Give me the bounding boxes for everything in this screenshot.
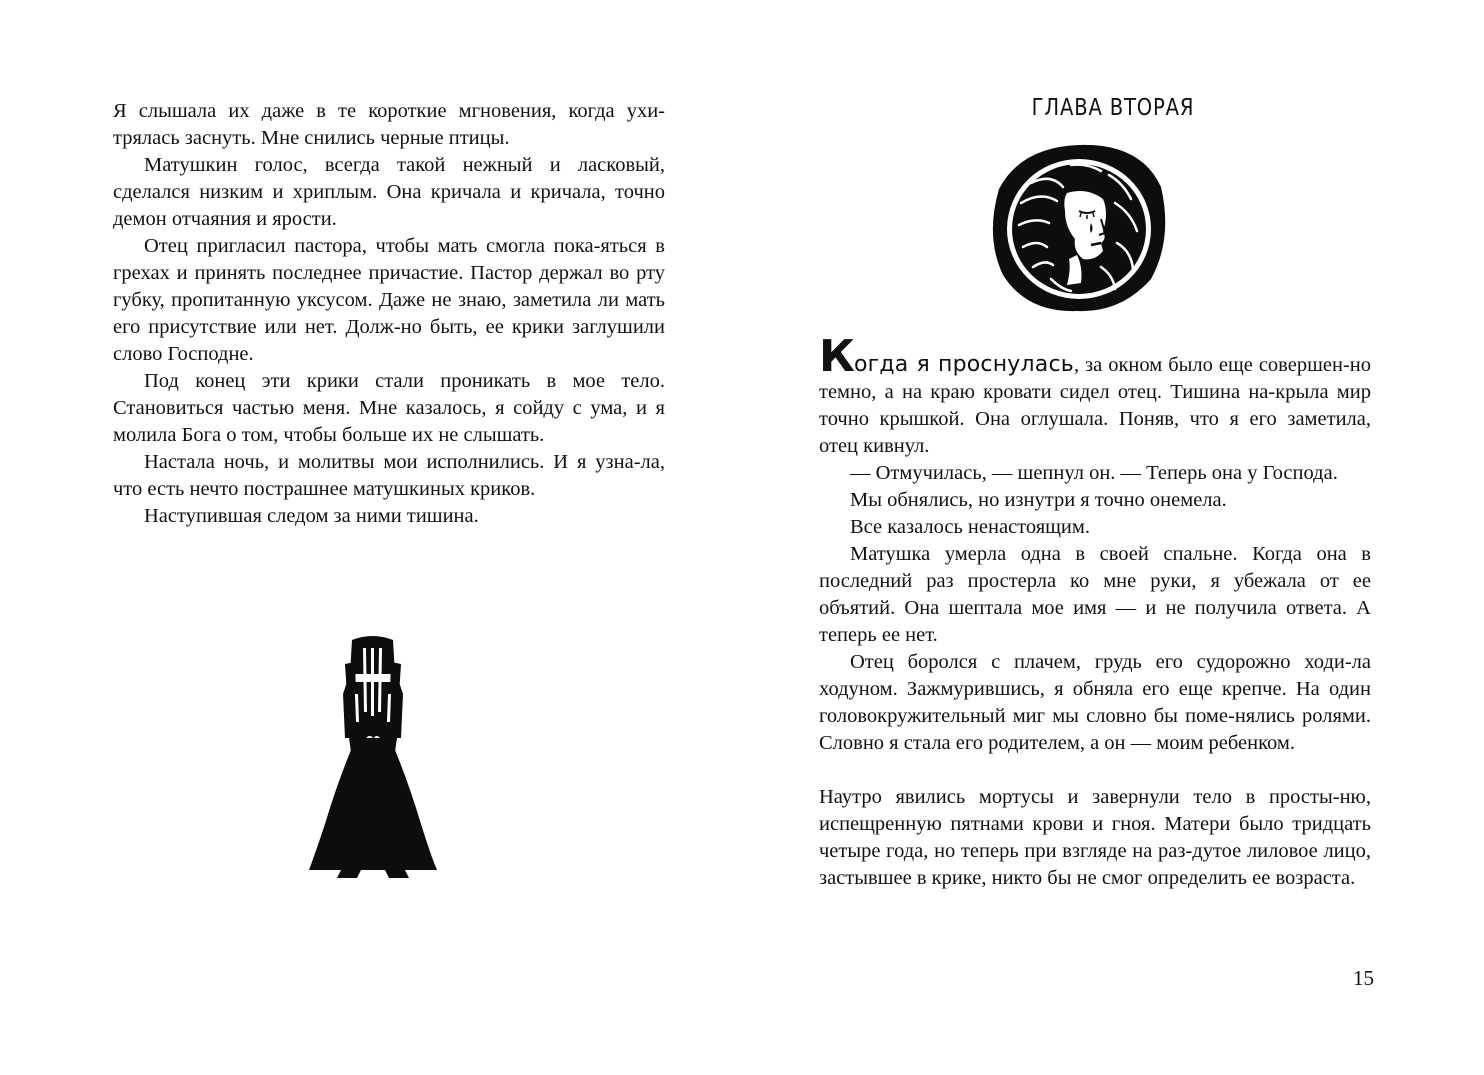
- mourning-woman-silhouette-icon: [305, 634, 441, 880]
- paragraph: Настала ночь, и молитвы мои исполнились. И я узна-ла, что есть нечто пострашнее матушкиных криков.: [113, 451, 665, 500]
- opening-paragraph-rest: , за окном было еще совершен-но темно, а на краю кровати сидел отец. Тишина на-крыла мир точно крышкой. Она оглушала. Поняв, что я его заметила, отец кивнул.: [819, 354, 1371, 457]
- paragraph: Под конец эти крики стали проникать в мое тело. Становиться частью меня. Мне казалось, я сойду с ума, и я молила Бога о том, чтобы больше их не слышать.: [113, 370, 665, 446]
- paragraph: Я слышала их даже в те короткие мгновения, когда ухи-трялась заснуть. Мне снились черные птицы.: [113, 100, 665, 149]
- woman-face-medallion-icon: [991, 143, 1167, 313]
- page-number: 15: [1353, 966, 1374, 990]
- paragraph: Наступившая следом за ними тишина.: [144, 505, 479, 527]
- paragraph: Все казалось ненастоящим.: [850, 516, 1091, 538]
- section-paragraph: Наутро явились мортусы и завернули тело в просты-ню, испещренную пятнами крови и гноя. Матери было тридцать четыре года, но теперь при взгляде на раз-дутое лиловое лицо, застывшее в крике, никто бы не смог определить ее возраста.: [819, 786, 1371, 889]
- chapter-title: ГЛАВА ВТОРАЯ: [1031, 95, 1195, 121]
- chapter-opening-paragraph: [819, 331, 1371, 460]
- paragraph: Отец боролся с плачем, грудь его судорожно ходи-ла ходуном. Зажмурившись, я обняла его еще крепче. На один головокружительный миг мы словно бы поме-нялись ролями. Словно я стала его родителем, а он — моим ребенком.: [819, 651, 1371, 754]
- lead-words: огда я проснулась: [853, 352, 1074, 377]
- right-page: [742, 0, 1484, 1075]
- paragraph: Матушкин голос, всегда такой нежный и ласковый, сделался низким и хриплым. Она кричала и кричала, точно демон отчаяния и ярости.: [113, 154, 665, 230]
- paragraph: Матушка умерла одна в своей спальне. Когда она в последний раз простерла ко мне руки, я убежала от ее объятий. Она шептала мое имя — и не получила ответа. А теперь ее нет.: [819, 543, 1371, 646]
- left-page-text: [113, 98, 665, 530]
- right-page-text: [819, 331, 1371, 892]
- paragraph: Мы обнялись, но изнутри я точно онемела.: [850, 489, 1227, 511]
- paragraph: Отец пригласил пастора, чтобы мать смогла пока-яться в грехах и принять последнее причастие. Пастор держал во рту губку, пропитанную уксусом. Даже не знаю, заметила ли мать его присутствие или нет. Долж-но быть, ее крики заглушили слово Господне.: [113, 235, 665, 365]
- drop-cap: К: [819, 331, 854, 382]
- paragraph: — Отмучилась, — шепнул он. — Теперь она у Господа.: [850, 462, 1338, 484]
